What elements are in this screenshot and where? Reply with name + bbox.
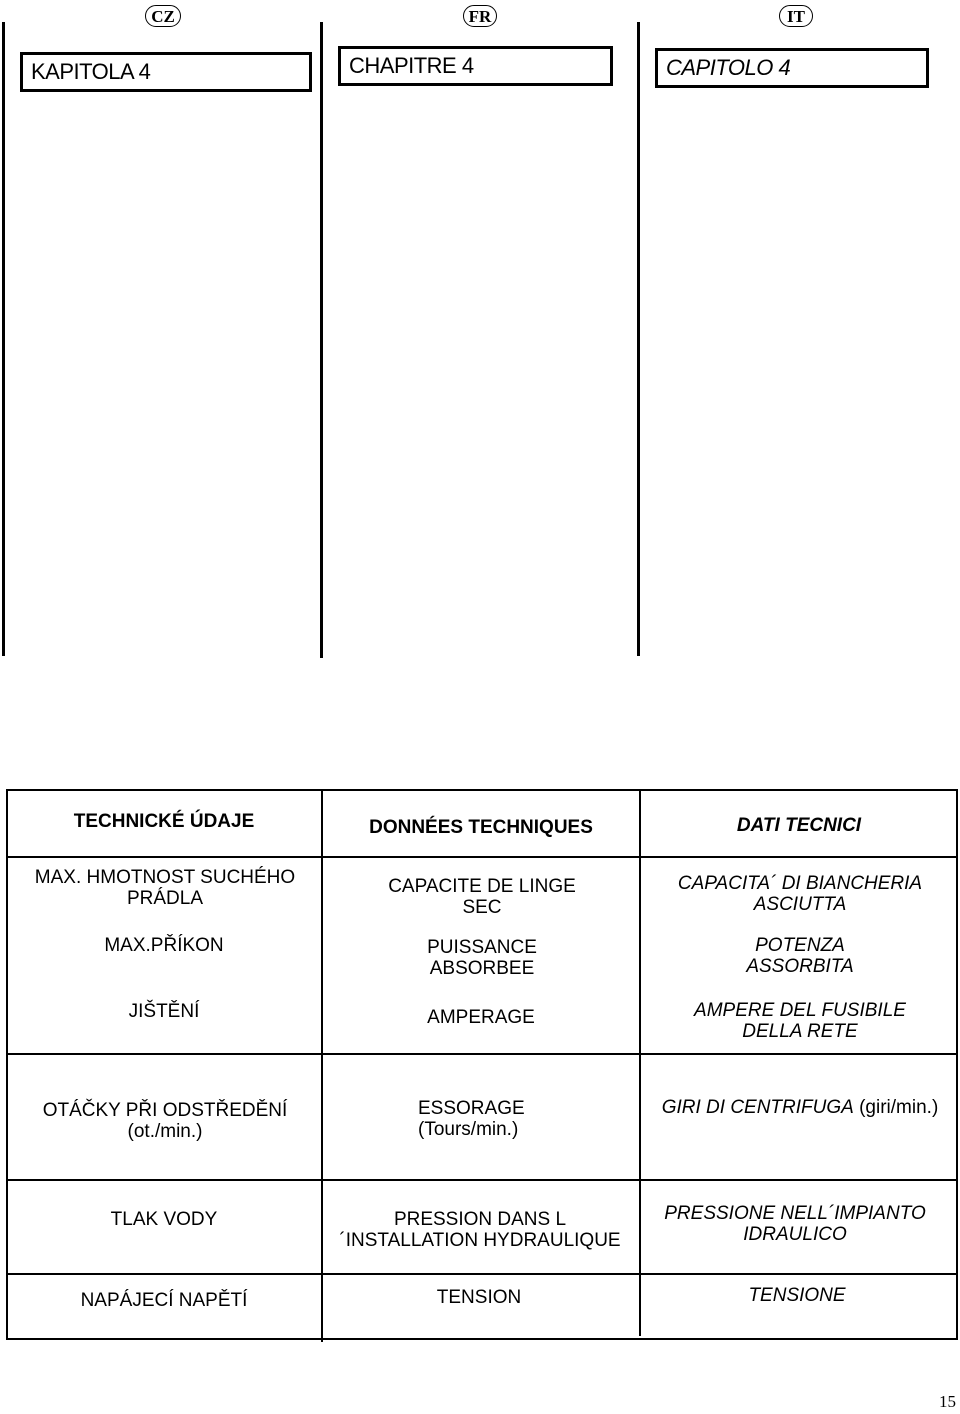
row-capacity-fr: CAPACITE DE LINGE SEC	[388, 876, 576, 918]
row-voltage-cz: NAPÁJECÍ NAPĚTÍ	[80, 1290, 248, 1311]
language-badge-fr: FR	[463, 5, 497, 27]
page-number: 15	[939, 1392, 956, 1411]
table-rule	[8, 1053, 956, 1055]
header-fr: DONNÉES TECHNIQUES	[369, 817, 593, 838]
row-capacity-it: CAPACITA´ DI BIANCHERIA ASCIUTTA	[677, 873, 923, 915]
row-pressure-it: PRESSIONE NELL´IMPIANTO IDRAULICO	[664, 1203, 926, 1245]
column-rule-left	[2, 22, 5, 656]
table-column-rule	[639, 791, 641, 1336]
header-it: DATI TECNICI	[736, 815, 862, 836]
row-power-cz: MAX.PŘÍKON	[104, 935, 224, 956]
table-rule	[8, 1273, 956, 1275]
row-pressure-cz: TLAK VODY	[110, 1209, 218, 1230]
language-badge-it: IT	[779, 5, 813, 27]
table-column-rule	[321, 791, 323, 1342]
row-spin-it	[650, 1097, 950, 1118]
row-pressure-fr: PRESSION DANS L´INSTALLATION HYDRAULIQUE	[339, 1209, 621, 1251]
header-cz: TECHNICKÉ ÚDAJE	[73, 811, 255, 832]
row-capacity-cz: MAX. HMOTNOST SUCHÉHO PRÁDLA	[34, 867, 296, 909]
chapter-heading-fr: CHAPITRE 4	[338, 46, 613, 86]
row-fuse-cz: JIŠTĚNÍ	[128, 1001, 200, 1022]
chapter-heading-cz: KAPITOLA 4	[20, 52, 312, 92]
row-spin-it-unit: (giri/min.)	[859, 1097, 939, 1118]
row-power-it: POTENZA ASSORBITA	[746, 935, 854, 977]
row-power-fr: PUISSANCE ABSORBEE	[427, 937, 537, 979]
column-rule-middle	[320, 22, 323, 658]
row-voltage-it: TENSIONE	[748, 1285, 846, 1306]
row-spin-fr: ESSORAGE (Tours/min.)	[418, 1098, 525, 1140]
chapter-heading-it: CAPITOLO 4	[655, 48, 929, 88]
row-voltage-fr: TENSION	[436, 1287, 522, 1308]
row-spin-cz: OTÁČKY PŘI ODSTŘEDĚNÍ (ot./min.)	[42, 1100, 288, 1142]
row-fuse-it: AMPERE DEL FUSIBILE DELLA RETE	[694, 1000, 906, 1042]
table-rule	[8, 1179, 956, 1181]
column-rule-right	[637, 22, 640, 656]
row-spin-it-label: GIRI DI CENTRIFUGA	[661, 1097, 854, 1118]
language-badge-cz: CZ	[145, 5, 181, 27]
row-fuse-fr: AMPERAGE	[427, 1007, 535, 1028]
table-rule	[8, 856, 956, 858]
